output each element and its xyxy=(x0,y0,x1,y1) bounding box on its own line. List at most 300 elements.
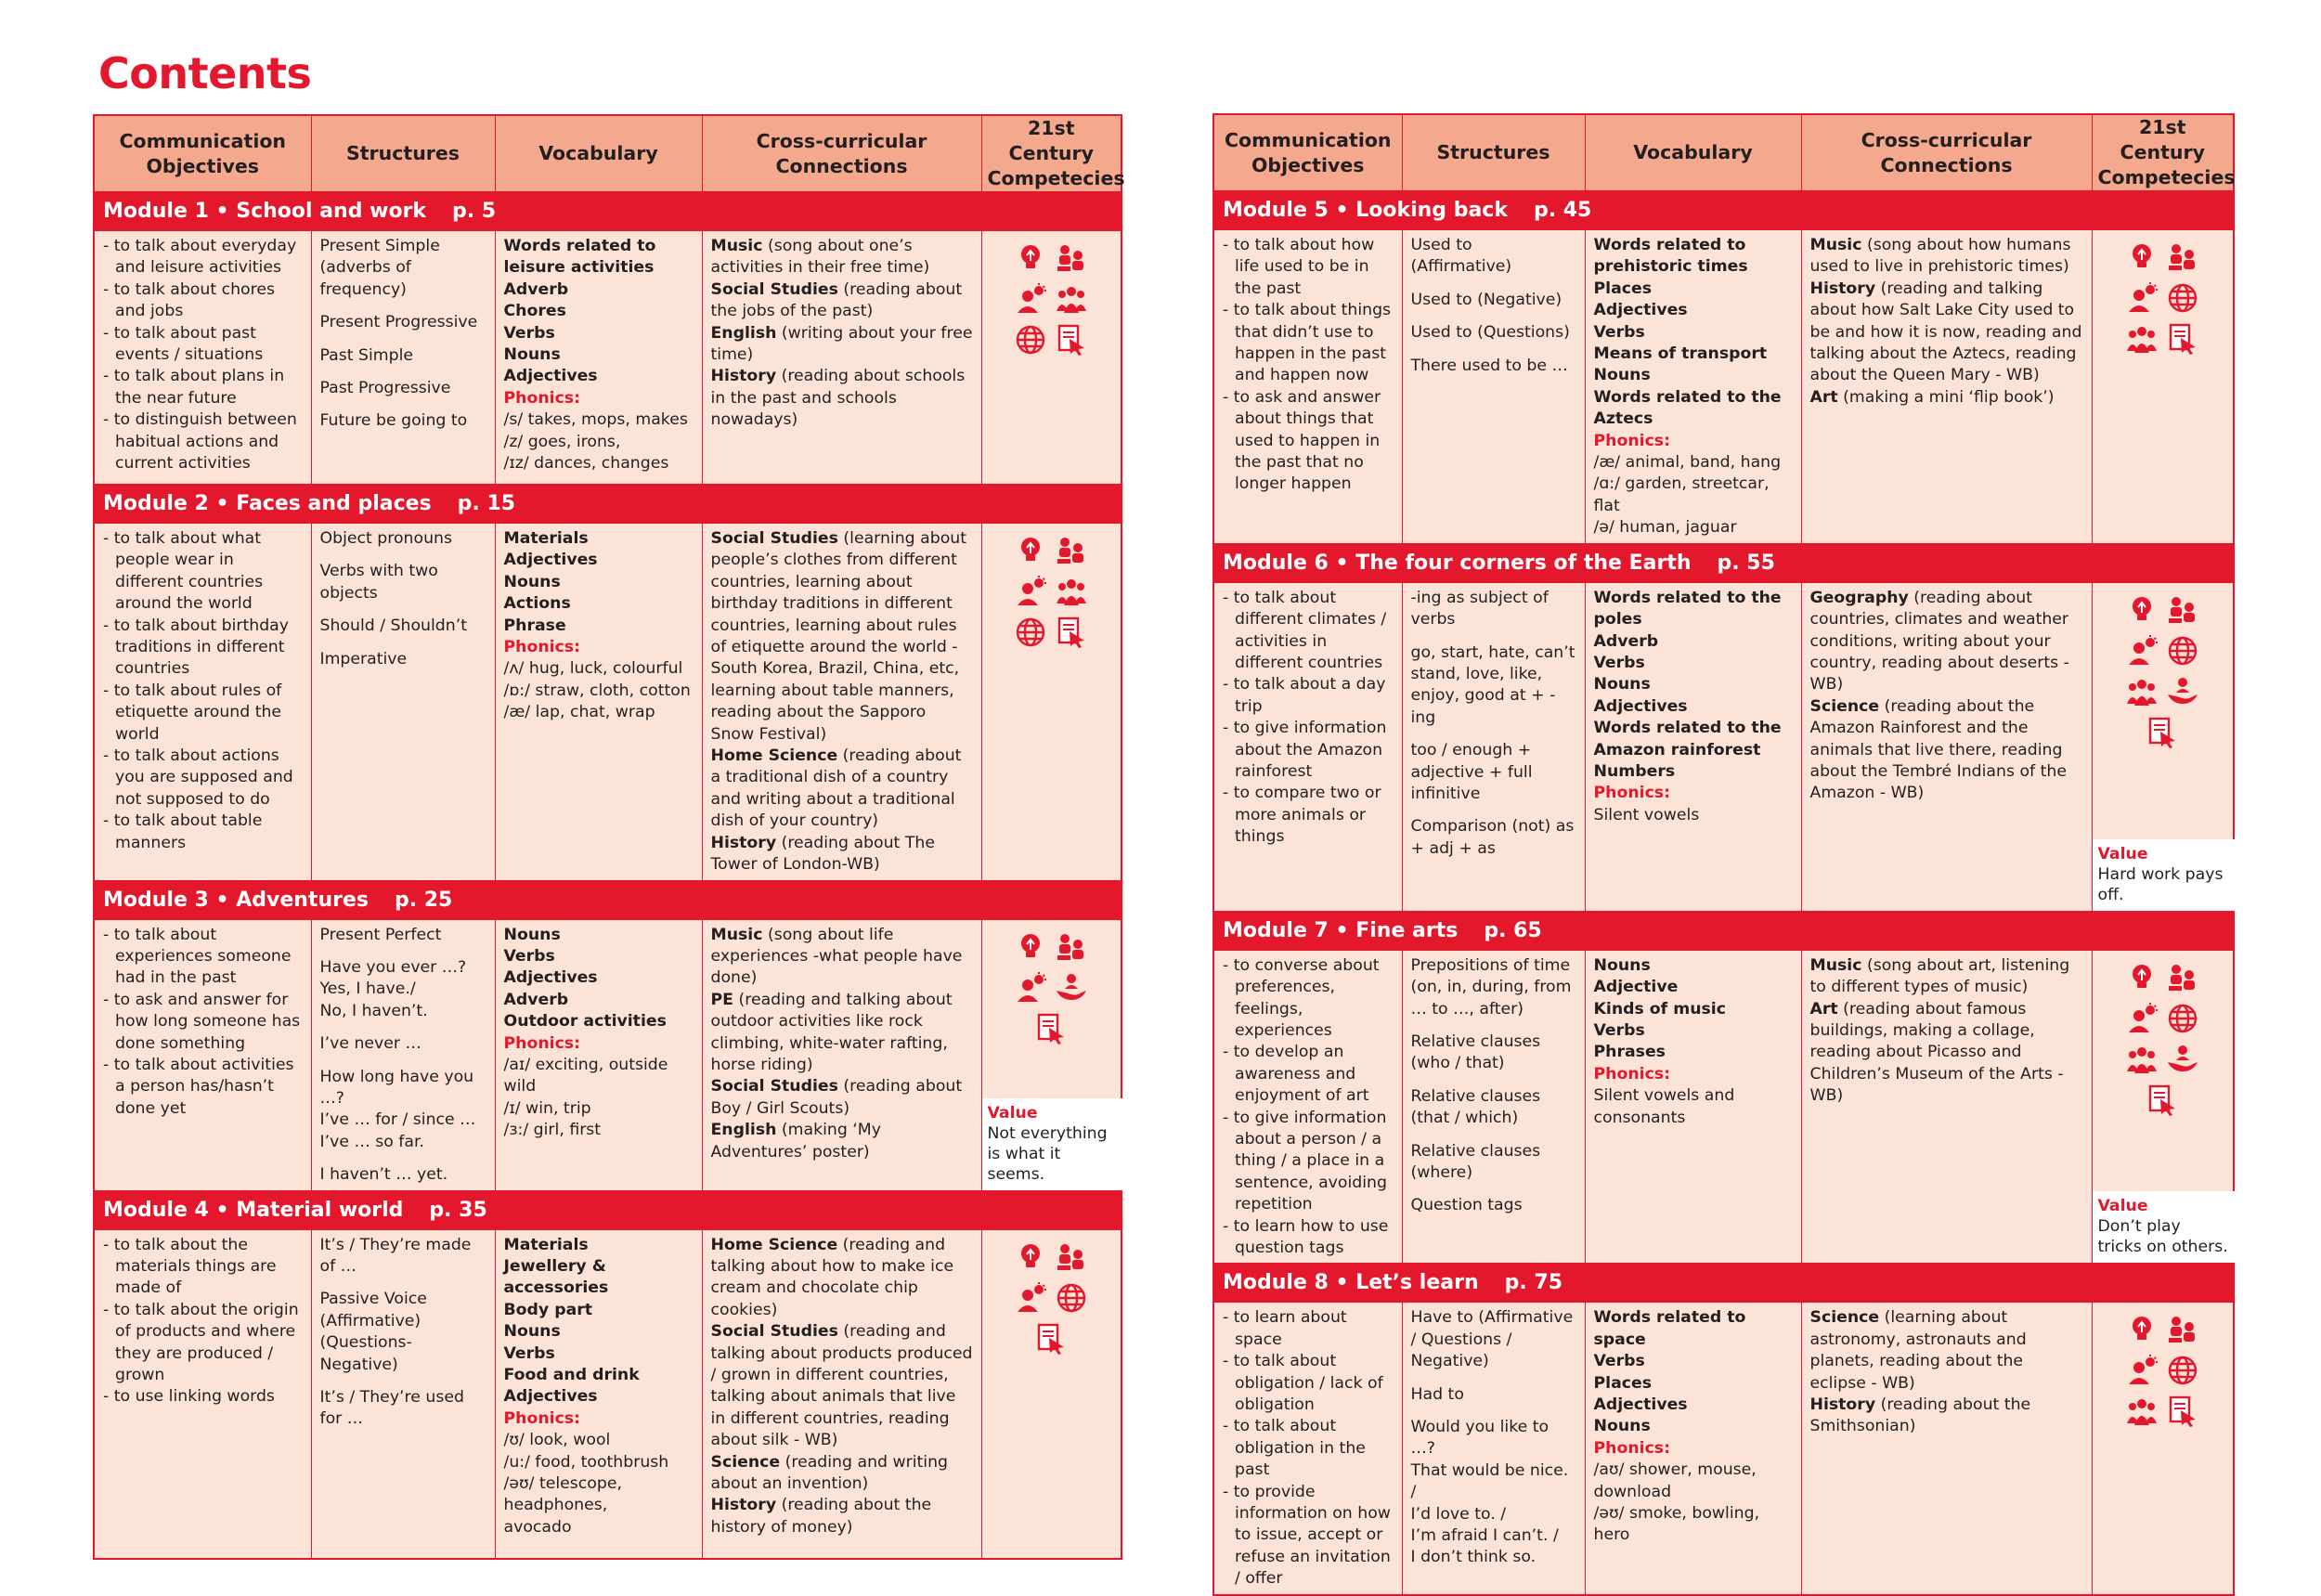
competencies-cell xyxy=(2092,582,2234,911)
subject-name: Music xyxy=(1809,955,1862,975)
group-icon xyxy=(2126,1395,2158,1427)
phonics-label: Phonics: xyxy=(1593,784,1671,803)
objective-item: - to provide information on how to issue, accept or refuse an invitation / offer xyxy=(1223,1482,1391,1589)
header-vocabulary: Vocabulary xyxy=(495,115,702,192)
subject-description: (making ‘My Adventures’ poster) xyxy=(710,1121,881,1161)
lightbulb-icon xyxy=(2126,962,2158,993)
objective-item: - to converse about preferences, feelings, experiences xyxy=(1223,955,1380,1040)
subject-name: Art xyxy=(1809,387,1838,407)
structures-list xyxy=(320,528,486,670)
subject-description: (song about one’s activities in their free time) xyxy=(710,237,930,278)
lightbulb-icon xyxy=(1015,242,1046,274)
objective-text: to talk about obligation in the past xyxy=(1233,1417,1366,1480)
objective-item: - to use linking words xyxy=(103,1387,275,1407)
globe-icon xyxy=(2167,1003,2198,1034)
objectives-cell xyxy=(94,1229,311,1559)
subject-description: (reading about the Smithsonian) xyxy=(1809,1395,2031,1436)
objectives-list xyxy=(1223,235,1394,496)
structures-cell xyxy=(1402,230,1585,544)
subject-description: (reading about famous buildings, making a collage, reading about Picasso and Children’s Museum of the Arts - WB) xyxy=(1809,999,2064,1106)
objective-text: to talk about experiences someone had in the past xyxy=(113,925,292,988)
vocabulary-cell xyxy=(495,1229,702,1559)
vocabulary-item: Words related to leisure activities xyxy=(503,237,656,278)
objectives-cell xyxy=(1213,582,1402,911)
vocabulary-item: Places xyxy=(1593,279,1653,298)
header-competencies: 21st Century Competecies xyxy=(2092,114,2234,191)
objective-item: - to ask and answer for how long someone has done something xyxy=(103,990,301,1053)
crosscurricular-item xyxy=(1810,588,2083,696)
subject-name: Science xyxy=(710,1452,781,1472)
competency-icons xyxy=(983,231,1119,356)
module-heading xyxy=(1213,191,2234,230)
module-title: Module 6 • The four corners of the Earth xyxy=(1223,551,1692,575)
vocabulary-item: Adverb xyxy=(503,990,569,1009)
module-heading xyxy=(1213,543,2234,582)
crosscurricular-item xyxy=(1810,999,2083,1108)
vocabulary-item: /ɒ:/ straw, cloth, cotton xyxy=(503,681,691,700)
header-objectives: Communication Objectives xyxy=(1213,114,1402,191)
subject-name: Social Studies xyxy=(710,529,838,548)
module-header-row xyxy=(94,880,1122,919)
vocabulary-item: /aɪ/ exciting, outside wild xyxy=(503,1055,668,1096)
structures-cell xyxy=(1402,950,1585,1264)
lightbulb-icon xyxy=(2126,594,2158,626)
vocabulary-item: Numbers xyxy=(1593,761,1676,781)
vocabulary-list xyxy=(1594,955,1793,1129)
objective-text: to talk about past events / situations xyxy=(113,323,264,365)
vocabulary-item: Phrase xyxy=(503,616,566,635)
vocabulary-item: /æ/ lap, chat, wrap xyxy=(503,703,655,722)
module-content-row xyxy=(94,1229,1122,1559)
structure-item: Relative clauses (who / that) xyxy=(1410,1032,1541,1073)
subject-description: (reading about The Tower of London-WB) xyxy=(710,833,935,875)
structure-item: too / enough + adjective + full infinitive xyxy=(1410,741,1533,803)
module-heading xyxy=(94,485,1122,524)
structures-list xyxy=(1411,1307,1576,1568)
module-page: p. 5 xyxy=(452,200,497,223)
subject-name: Home Science xyxy=(710,746,838,766)
objective-text: to talk about different climates / activities in different countries xyxy=(1233,588,1387,672)
vocabulary-item: Adjectives xyxy=(503,968,598,988)
objective-item: - to talk about birthday traditions in different countries xyxy=(103,616,289,679)
subject-description: (song about life experiences -what people have done) xyxy=(710,925,963,988)
module-heading xyxy=(94,192,1122,231)
vocabulary-item: Nouns xyxy=(503,1322,561,1342)
page-title: Contents xyxy=(98,48,312,98)
structures-list xyxy=(1411,588,1576,860)
competency-icons xyxy=(983,1230,1119,1355)
vocabulary-item: Adjectives xyxy=(1593,301,1688,320)
vocabulary-item: Words related to the Amazon rainforest xyxy=(1593,719,1782,759)
module-title: Module 7 • Fine arts xyxy=(1223,918,1459,942)
globe-icon xyxy=(1056,1282,1087,1314)
objective-item: - to talk about obligation in the past xyxy=(1223,1417,1366,1480)
structure-item: I haven’t … yet. xyxy=(319,1165,448,1185)
idea-person-icon xyxy=(1015,283,1046,315)
group-icon xyxy=(1056,576,1087,607)
subject-name: PE xyxy=(710,990,733,1009)
vocabulary-list xyxy=(504,528,694,724)
vocabulary-item: Adjectives xyxy=(1593,1395,1688,1414)
vocabulary-item: Verbs xyxy=(503,323,555,343)
objective-text: to ask and answer about things that used to happen in the past that no longer happen xyxy=(1233,387,1381,494)
phonics-label: Phonics: xyxy=(503,388,581,408)
competency-icons xyxy=(2094,230,2230,355)
crosscurricular-item xyxy=(1810,1307,2083,1395)
vocabulary-list xyxy=(1594,588,1793,826)
module-page: p. 45 xyxy=(1533,199,1592,222)
module-content-row xyxy=(1213,950,2234,1264)
objective-item: - to talk about obligation / lack of obligation xyxy=(1223,1352,1383,1414)
competencies-cell xyxy=(981,231,1122,485)
team-icon xyxy=(2167,241,2198,273)
objectives-list xyxy=(103,236,303,474)
vocabulary-item: Nouns xyxy=(1593,955,1651,975)
crosscurricular-cell xyxy=(1801,950,2092,1264)
lightbulb-icon xyxy=(1015,1241,1046,1273)
objective-text: to talk about chores and jobs xyxy=(113,279,275,321)
crosscurricular-item xyxy=(1810,235,2083,279)
subject-name: Social Studies xyxy=(710,1322,838,1342)
globe-icon xyxy=(1015,616,1046,648)
vocabulary-item: /s/ takes, mops, makes xyxy=(503,410,688,430)
module-title: Module 2 • Faces and places xyxy=(103,492,432,515)
subject-name: Art xyxy=(1809,999,1838,1019)
structure-item: Verbs with two objects xyxy=(319,562,438,603)
structure-item: Question tags xyxy=(1410,1196,1523,1215)
phonics-label: Phonics: xyxy=(503,1408,581,1428)
crosscurricular-item xyxy=(711,1452,973,1496)
structure-item: Relative clauses (where) xyxy=(1410,1141,1541,1182)
module-content-row xyxy=(1213,230,2234,544)
objective-text: to give information about a person / a thing / a place in a sentence, avoiding repetition xyxy=(1233,1108,1387,1214)
objective-text: to distinguish between habitual actions and current activities xyxy=(113,410,297,474)
structure-item: Object pronouns xyxy=(319,529,452,548)
table-header-row xyxy=(94,115,1122,192)
module-title: Module 3 • Adventures xyxy=(103,888,369,912)
structure-item: I’ve never … xyxy=(319,1034,421,1054)
module-header-row xyxy=(94,192,1122,231)
objectives-cell xyxy=(94,231,311,485)
module-header-row xyxy=(1213,543,2234,582)
structures-list xyxy=(1411,955,1576,1217)
header-crosscurricular: Cross-curricular Connections xyxy=(702,115,981,192)
competencies-cell xyxy=(981,919,1122,1190)
objective-item: - to learn how to use question tags xyxy=(1223,1216,1389,1257)
crosscurricular-item xyxy=(711,1235,973,1322)
objective-item: - to compare two or more animals or things xyxy=(1223,784,1381,847)
module-header-row xyxy=(94,1190,1122,1229)
structures-list xyxy=(1411,235,1576,377)
document-pointer-icon xyxy=(2167,323,2198,355)
structures-list xyxy=(320,236,486,433)
structure-item: How long have you …? I’ve … for / since … I’ve … so far. xyxy=(319,1067,476,1151)
competencies-cell xyxy=(2092,950,2234,1264)
vocabulary-item: Nouns xyxy=(503,345,561,365)
structure-item: Past Progressive xyxy=(319,379,451,398)
subject-description: (learning about people’s clothes from different countries, learning about birthday traditions in different countries, learning about rules of etiquette around the world - South Korea, Brazil, China, etc, learning about table manners, reading about the Sapporo Snow Festival) xyxy=(710,529,966,744)
document-pointer-icon xyxy=(2146,717,2178,748)
header-crosscurricular: Cross-curricular Connections xyxy=(1801,114,2092,191)
vocabulary-list xyxy=(504,925,694,1142)
competencies-cell xyxy=(981,524,1122,881)
crosscurricular-item xyxy=(711,990,973,1077)
subject-description: (song about how humans used to live in prehistoric times) xyxy=(1809,236,2071,277)
objective-text: to ask and answer for how long someone has done something xyxy=(113,990,301,1053)
crosscurricular-list xyxy=(1810,235,2083,409)
crosscurricular-item xyxy=(1810,279,2083,387)
vocabulary-item: /æ/ animal, band, hang xyxy=(1593,453,1782,473)
subject-description: (learning about astronomy, astronauts and planets, reading about the eclipse - WB) xyxy=(1809,1308,2027,1393)
objectives-cell xyxy=(94,919,311,1190)
vocabulary-item: /ɜ:/ girl, first xyxy=(503,1121,602,1140)
subject-name: Music xyxy=(710,237,763,255)
structures-cell xyxy=(311,919,495,1190)
crosscurricular-item xyxy=(711,1120,973,1163)
objectives-list xyxy=(1223,588,1394,849)
objective-item: - to talk about chores and jobs xyxy=(103,279,275,321)
structure-item: Relative clauses (that / which) xyxy=(1410,1086,1541,1128)
subject-name: English xyxy=(710,1121,777,1140)
subject-name: Home Science xyxy=(710,1235,838,1254)
modules-body xyxy=(1213,191,2234,1595)
lightbulb-icon xyxy=(2126,1314,2158,1345)
competencies-cell xyxy=(2092,1303,2234,1595)
vocabulary-item: /ɪ/ win, trip xyxy=(503,1098,591,1118)
modules-body xyxy=(94,192,1122,1560)
group-icon xyxy=(1056,283,1087,315)
crosscurricular-item xyxy=(1810,955,2083,999)
vocabulary-item: /ɪz/ dances, changes xyxy=(503,454,669,474)
objective-item: - to talk about table manners xyxy=(103,811,263,852)
team-icon xyxy=(1056,535,1087,566)
structure-item: Passive Voice (Affirmative) (Questions-Negative) xyxy=(319,1290,427,1374)
contents-table-right xyxy=(1212,113,2235,1596)
crosscurricular-item xyxy=(1810,1395,2083,1438)
value-box xyxy=(2093,1191,2237,1263)
objective-text: to develop an awareness and enjoyment of art xyxy=(1233,1043,1369,1106)
team-icon xyxy=(2167,594,2198,626)
module-title: Module 4 • Material world xyxy=(103,1198,404,1222)
team-icon xyxy=(1056,1241,1087,1273)
subject-name: History xyxy=(710,367,777,386)
objective-item: - to talk about experiences someone had in the past xyxy=(103,925,292,988)
vocabulary-item: Words related to the Aztecs xyxy=(1593,387,1782,429)
document-pointer-icon xyxy=(2146,1084,2178,1116)
structures-list xyxy=(320,925,486,1187)
vocabulary-item: Verbs xyxy=(1593,653,1645,672)
structure-item: Future be going to xyxy=(319,411,468,431)
vocabulary-item: /əʊ/ smoke, bowling, hero xyxy=(1593,1504,1760,1545)
structures-cell xyxy=(311,231,495,485)
group-icon xyxy=(2126,676,2158,707)
objective-item: - to talk about a day trip xyxy=(1223,675,1386,716)
objective-item: - to talk about past events / situations xyxy=(103,323,264,365)
module-heading xyxy=(94,1190,1122,1229)
subject-description: (reading about Boy / Girl Scouts) xyxy=(710,1077,963,1118)
idea-person-icon xyxy=(1015,576,1046,607)
structure-item: There used to be … xyxy=(1410,356,1568,375)
group-icon xyxy=(2126,1044,2158,1075)
vocabulary-item: Silent vowels and consonants xyxy=(1593,1086,1735,1127)
structures-cell xyxy=(311,1229,495,1559)
team-icon xyxy=(2167,962,2198,993)
objective-text: to talk about a day trip xyxy=(1233,675,1386,716)
structure-item: Used to (Questions) xyxy=(1410,323,1570,343)
structure-item: It’s / They’re used for … xyxy=(319,1388,464,1429)
objectives-list xyxy=(103,925,303,1121)
crosscurricular-item xyxy=(711,925,973,990)
crosscurricular-item xyxy=(711,1495,973,1538)
structure-item: Should / Shouldn’t xyxy=(319,616,467,636)
phonics-label: Phonics: xyxy=(1593,1064,1671,1083)
vocabulary-cell xyxy=(1585,1303,1801,1595)
objective-text: to talk about actions you are supposed and not supposed to do xyxy=(113,746,293,809)
subject-description: (reading and writing about an invention) xyxy=(710,1452,949,1494)
crosscurricular-item xyxy=(711,528,973,746)
structure-item: Present Perfect xyxy=(319,925,442,944)
structure-item: Used to (Negative) xyxy=(1410,290,1562,309)
crosscurricular-cell xyxy=(702,524,981,881)
crosscurricular-item xyxy=(711,366,973,431)
objectives-list xyxy=(103,1235,303,1408)
competency-icons xyxy=(2094,1303,2230,1427)
objective-item: - to talk about what people wear in different countries around the world xyxy=(103,529,264,614)
structure-item: Would you like to …? That would be nice. / I’d love to. / I’m afraid I can’t. / I don’t think so. xyxy=(1410,1418,1569,1567)
team-icon xyxy=(1056,931,1087,963)
phonics-label: Phonics: xyxy=(503,638,581,657)
structure-item: Have you ever …? Yes, I have./ No, I haven’t. xyxy=(319,957,467,1020)
competency-icons xyxy=(983,920,1119,1045)
objective-text: to use linking words xyxy=(113,1387,275,1407)
crosscurricular-cell xyxy=(702,919,981,1190)
subject-description: (reading about the jobs of the past) xyxy=(710,279,963,321)
value-box xyxy=(2093,839,2237,911)
structure-item: Have to (Affirmative / Questions / Negative) xyxy=(1410,1308,1574,1371)
objective-item: - to give information about a person / a thing / a place in a sentence, avoiding repetition xyxy=(1223,1108,1387,1214)
objective-text: to talk about the materials things are made of xyxy=(113,1235,277,1298)
crosscurricular-cell xyxy=(1801,230,2092,544)
subject-description: (writing about your free time) xyxy=(710,323,973,365)
subject-description: (reading about schools in the past and schools nowadays) xyxy=(710,367,966,430)
vocabulary-item: Verbs xyxy=(1593,1020,1645,1040)
vocabulary-item: Words related to space xyxy=(1593,1308,1746,1349)
subject-name: History xyxy=(1809,1395,1876,1414)
subject-description: (reading about a traditional dish of a country and writing about a traditional dish of your country) xyxy=(710,746,962,831)
vocabulary-cell xyxy=(1585,230,1801,544)
objective-item: - to talk about things that didn’t use to happen in the past and happen now xyxy=(1223,301,1392,385)
team-icon xyxy=(2167,1314,2198,1345)
subject-description: (reading about countries, climates and weather conditions, writing about your country, reading about deserts - WB) xyxy=(1809,588,2069,694)
subject-description: (reading about the Amazon Rainforest and the animals that live there, reading about the Tembré Indians of the Amazon - WB) xyxy=(1809,696,2067,803)
vocabulary-item: Adjectives xyxy=(503,1387,598,1407)
objectives-list xyxy=(1223,1307,1394,1590)
document-pointer-icon xyxy=(1056,616,1087,648)
vocabulary-cell xyxy=(1585,582,1801,911)
crosscurricular-list xyxy=(711,925,973,1163)
module-page: p. 35 xyxy=(429,1198,487,1222)
vocabulary-item: Verbs xyxy=(503,946,555,966)
value-box xyxy=(982,1098,1125,1190)
module-header-row xyxy=(1213,911,2234,950)
vocabulary-item: /u:/ food, toothbrush xyxy=(503,1452,669,1472)
module-title: Module 8 • Let’s learn xyxy=(1223,1271,1479,1295)
objective-item: - to talk about plans in the near future xyxy=(103,367,285,408)
structures-cell xyxy=(1402,1303,1585,1595)
module-content-row xyxy=(94,524,1122,881)
objective-text: to talk about birthday traditions in different countries xyxy=(113,616,289,679)
module-header-row xyxy=(94,485,1122,524)
vocabulary-item: Actions xyxy=(503,594,571,614)
crosscurricular-item xyxy=(711,1076,973,1120)
structure-item: Prepositions of time (on, in, during, from … to …, after) xyxy=(1410,955,1572,1019)
vocabulary-item: /ə/ human, jaguar xyxy=(1593,518,1737,538)
objective-item: - to talk about actions you are supposed and not supposed to do xyxy=(103,746,293,809)
globe-icon xyxy=(2167,635,2198,667)
vocabulary-item: Phrases xyxy=(1593,1043,1666,1062)
competency-icons xyxy=(2094,583,2230,748)
idea-person-icon xyxy=(1015,1282,1046,1314)
group-icon xyxy=(2126,323,2158,355)
globe-icon xyxy=(2167,282,2198,314)
vocabulary-cell xyxy=(495,524,702,881)
module-heading xyxy=(1213,1264,2234,1303)
objectives-list xyxy=(1223,955,1394,1260)
vocabulary-item: Words related to the poles xyxy=(1593,588,1782,629)
vocabulary-item: Food and drink xyxy=(503,1366,640,1384)
objective-item: - to talk about the materials things are made of xyxy=(103,1235,277,1298)
vocabulary-item: Nouns xyxy=(1593,675,1651,694)
vocabulary-item: Adverb xyxy=(503,279,569,299)
value-title: Value xyxy=(987,1103,1038,1122)
value-title: Value xyxy=(2097,844,2148,863)
objective-item: - to develop an awareness and enjoyment of art xyxy=(1223,1043,1369,1106)
structure-item: go, start, hate, can’t stand, love, like, enjoy, good at + -ing xyxy=(1410,642,1575,727)
objective-item: - to give information about the Amazon rainforest xyxy=(1223,719,1387,781)
structure-item: Used to (Affirmative) xyxy=(1410,236,1512,277)
vocabulary-cell xyxy=(1585,950,1801,1264)
lightbulb-icon xyxy=(1015,535,1046,566)
vocabulary-item: Nouns xyxy=(1593,366,1651,385)
lightbulb-icon xyxy=(2126,241,2158,273)
objective-item: - to distinguish between habitual actions and current activities xyxy=(103,410,297,474)
vocabulary-item: /əʊ/ telescope, headphones, avocado xyxy=(503,1474,622,1537)
subject-name: Science xyxy=(1809,1308,1880,1328)
objective-text: to talk about everyday and leisure activities xyxy=(113,237,297,278)
objectives-cell xyxy=(1213,950,1402,1264)
module-content-row xyxy=(1213,582,2234,911)
team-icon xyxy=(1056,242,1087,274)
vocabulary-item: Places xyxy=(1593,1373,1653,1393)
module-title: Module 5 • Looking back xyxy=(1223,199,1508,222)
document-pointer-icon xyxy=(1056,324,1087,356)
structure-item: Had to xyxy=(1410,1384,1464,1404)
crosscurricular-cell xyxy=(702,1229,981,1559)
objective-text: to talk about the origin of products and where they are produced / grown xyxy=(113,1300,299,1384)
subject-name: Social Studies xyxy=(710,279,838,299)
vocabulary-item: Outdoor activities xyxy=(503,1012,667,1032)
idea-person-icon xyxy=(1015,972,1046,1004)
structure-item: It’s / They’re made of … xyxy=(319,1235,472,1276)
objective-item: - to talk about the origin of products and where they are produced / grown xyxy=(103,1300,299,1384)
competency-icons xyxy=(2094,951,2230,1116)
structure-item: Comparison (not) as + adj + as xyxy=(1410,817,1575,858)
module-heading xyxy=(1213,911,2234,950)
module-page: p. 55 xyxy=(1717,551,1775,575)
header-vocabulary: Vocabulary xyxy=(1585,114,1801,191)
crosscurricular-list xyxy=(711,1235,973,1539)
objective-item: - to ask and answer about things that used to happen in the past that no longer happen xyxy=(1223,387,1381,494)
